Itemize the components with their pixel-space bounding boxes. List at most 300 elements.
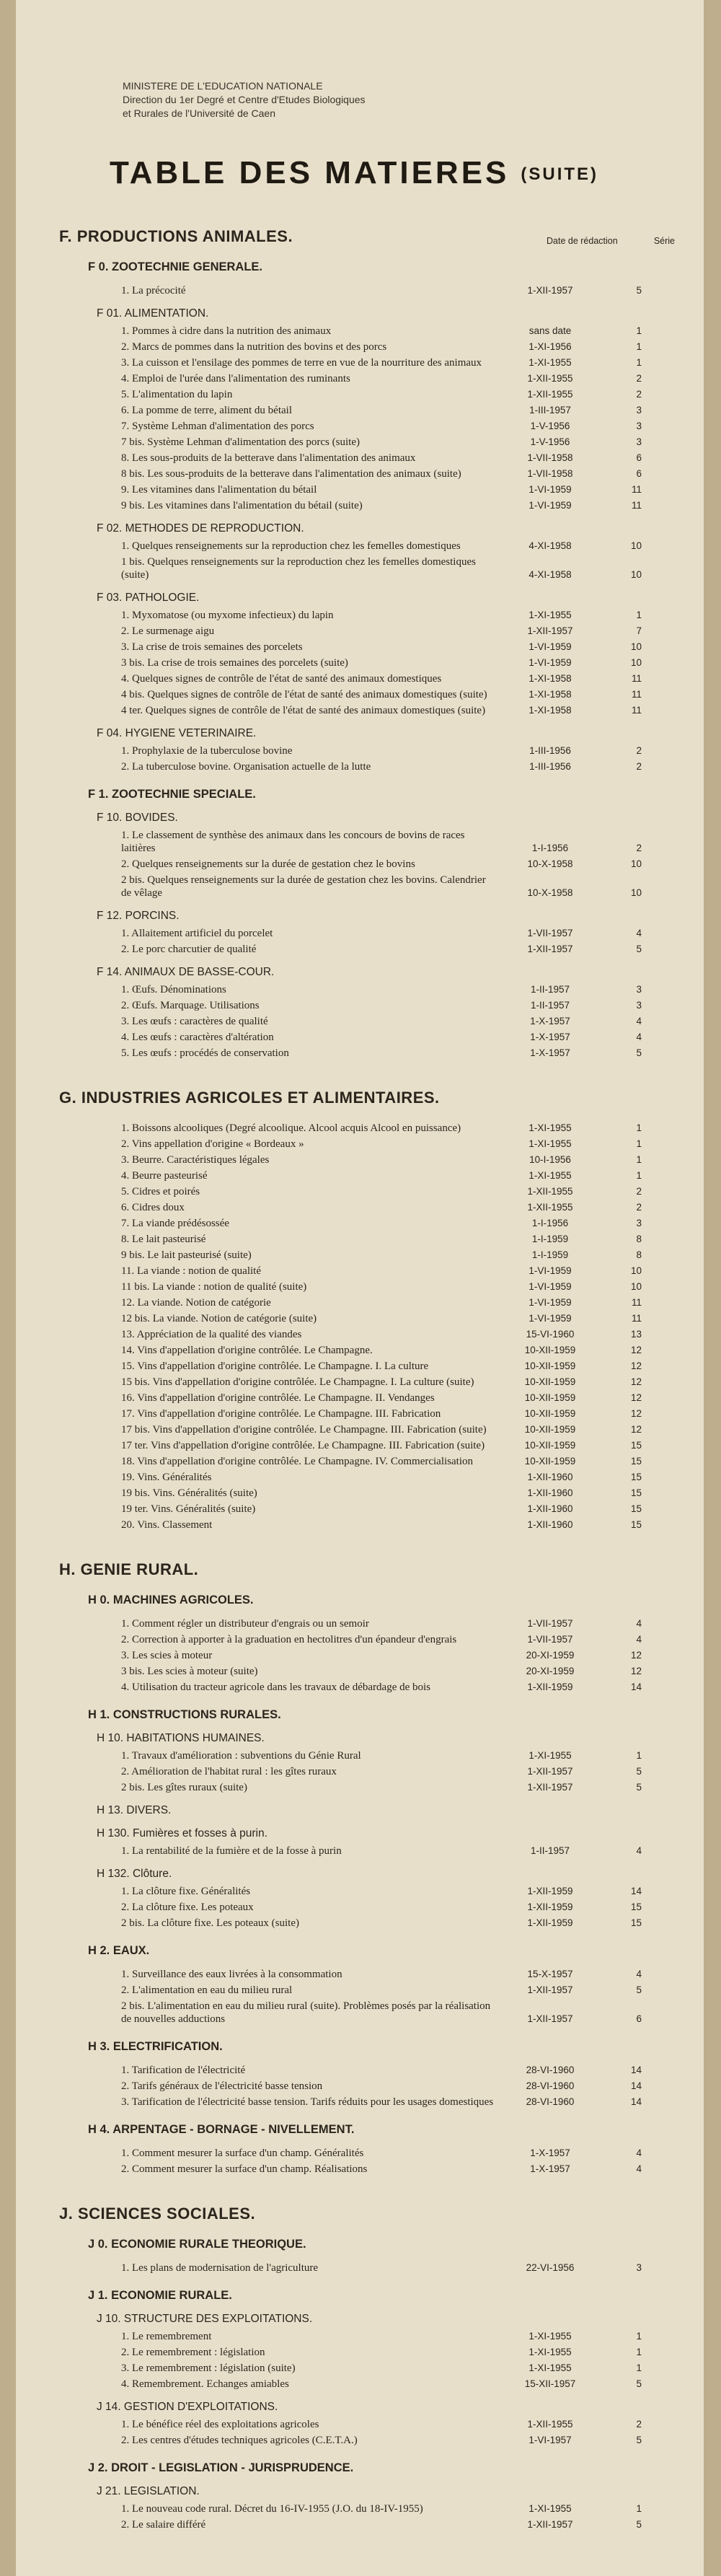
entry-date: 1-XII-1957 [527, 1782, 573, 1793]
entry-serie: 4 [636, 1634, 642, 1645]
toc-entry [59, 1617, 675, 1630]
entry-date: 1-VII-1957 [527, 1634, 573, 1645]
toc-entry [59, 1138, 675, 1151]
entry-serie: 4 [636, 2163, 642, 2174]
toc-entry [59, 1312, 675, 1325]
entry-title: 2. Les centres d'études techniques agricoles (C.E.T.A.) [121, 2435, 358, 2446]
toc-entry [59, 1344, 675, 1357]
subsection-title: J 2. DROIT - LEGISLATION - JURISPRUDENCE. [88, 2461, 354, 2474]
entry-title: 1. Les plans de modernisation de l'agriculture [121, 2262, 319, 2274]
entry-serie: 2 [636, 1202, 642, 1213]
entry-serie: 10 [630, 540, 642, 551]
entry-title: 13. Appréciation de la qualité des viandes [121, 1329, 302, 1340]
section-header-row [59, 2204, 675, 2223]
toc-entry [59, 356, 675, 369]
toc-entry [59, 2346, 675, 2359]
entry-serie: 15 [630, 1519, 642, 1530]
header-line-1: MINISTERE DE L'EDUCATION NATIONALE [123, 80, 323, 92]
entry-date: 1-III-1956 [529, 745, 571, 756]
toc-entry [59, 483, 675, 496]
entry-title: 2. Le salaire différé [121, 2519, 206, 2531]
entry-serie: 1 [636, 1170, 642, 1181]
entry-title: 2. Amélioration de l'habitat rural : les gîtes ruraux [121, 1766, 337, 1777]
toc-entry [59, 1265, 675, 1278]
entry-date: 4-XI-1958 [528, 569, 572, 580]
entry-date: 1-XI-1955 [528, 1122, 572, 1133]
entry-title: 2 bis. Quelques renseignements sur la durée de gestation chez les bovins. Calendrier de vêlage [121, 874, 486, 899]
entry-date: 15-VI-1960 [526, 1329, 575, 1340]
toc-subsection [59, 2461, 675, 2531]
entry-title: 4 ter. Quelques signes de contrôle de l'état de santé des animaux domestiques (suite) [121, 705, 486, 716]
entry-date: 1-XII-1960 [527, 1503, 573, 1514]
entry-serie: 12 [630, 1360, 642, 1371]
entry-title: 2. Correction à apporter à la graduation en hectolitres d'un épandeur d'engrais [121, 1634, 457, 1645]
entry-date: 1-XII-1959 [527, 1902, 573, 1912]
entry-serie: 5 [636, 1766, 642, 1777]
entry-title: 2 bis. La clôture fixe. Les poteaux (suite) [121, 1917, 300, 1929]
toc-entry [59, 2362, 675, 2375]
entry-title: 7 bis. Système Lehman d'alimentation des porcs (suite) [121, 436, 360, 448]
entry-serie: 2 [636, 389, 642, 400]
toc-entry [59, 1280, 675, 1293]
toc-entry [59, 625, 675, 638]
toc-entry [59, 1217, 675, 1230]
entry-date: 1-VII-1958 [527, 468, 573, 479]
entry-serie: 2 [636, 761, 642, 772]
entry-title: 1. Allaitement artificiel du porcelet [121, 928, 273, 939]
entry-serie: 5 [636, 944, 642, 954]
entry-date: 1-XII-1957 [527, 944, 573, 954]
entry-serie: 14 [630, 1886, 642, 1896]
entry-title: 15. Vins d'appellation d'origine contrôlée. Le Champagne. I. La culture [121, 1360, 429, 1372]
toc-group [59, 2485, 675, 2531]
entry-serie: 15 [630, 1440, 642, 1451]
toc-subsection [59, 260, 675, 773]
entry-date: 1-XII-1955 [527, 373, 573, 384]
entry-title: 4 bis. Quelques signes de contrôle de l'état de santé des animaux domestiques (suite) [121, 689, 487, 700]
subsection-title: J 1. ECONOMIE RURALE. [88, 2289, 232, 2302]
header-line-3: et Rurales de l'Université de Caen [123, 107, 276, 119]
toc-entry [59, 404, 675, 417]
entry-title: 17. Vins d'appellation d'origine contrôlée. Le Champagne. III. Fabrication [121, 1408, 441, 1420]
toc-entry [59, 1968, 675, 1981]
column-headers [547, 236, 675, 246]
toc-entry [59, 555, 675, 581]
toc-entry [59, 1455, 675, 1468]
entry-title: 14. Vins d'appellation d'origine contrôlée. Le Champagne. [121, 1345, 373, 1356]
entry-date: 1-VII-1957 [527, 928, 573, 938]
entry-serie: 1 [636, 341, 642, 352]
entry-date: 1-I-1959 [531, 1249, 569, 1260]
entry-serie: 12 [630, 1345, 642, 1355]
entry-title: 5. L'alimentation du lapin [121, 389, 233, 400]
toc-entry [59, 688, 675, 701]
entry-date: 10-XII-1959 [524, 1360, 576, 1371]
entry-date: 10-XII-1959 [524, 1376, 576, 1387]
entry-serie: 4 [636, 1845, 642, 1856]
entry-serie: 6 [636, 452, 642, 463]
toc-entry [59, 2330, 675, 2343]
entry-date: 10-XII-1959 [524, 1456, 576, 1467]
toc-group [59, 284, 675, 297]
entry-serie: 7 [636, 625, 642, 636]
entry-date: 1-XII-1960 [527, 1472, 573, 1482]
entry-title: 2. Le remembrement : législation [121, 2347, 265, 2358]
toc-entry [59, 1296, 675, 1309]
toc-entry [59, 704, 675, 717]
toc-group [59, 910, 675, 956]
toc-entry [59, 1185, 675, 1198]
toc-group [59, 2401, 675, 2447]
toc-group [59, 2261, 675, 2274]
entry-title: 1. Boissons alcooliques (Degré alcoolique. Alcool acquis Alcool en puissance) [121, 1122, 461, 1134]
entry-date: 1-XI-1958 [528, 705, 572, 716]
column-header-serie: Série [653, 236, 675, 246]
entry-serie: 2 [636, 843, 642, 853]
subsection-title: H 3. ELECTRIFICATION. [88, 2040, 223, 2053]
group-title: J 21. LEGISLATION. [97, 2485, 200, 2497]
toc-entry [59, 452, 675, 465]
entry-title: 1. Le remembrement [121, 2331, 212, 2342]
entry-title: 7. La viande prédésossée [121, 1218, 229, 1229]
entry-title: 5. Cidres et poirés [121, 1186, 200, 1197]
entry-date: 1-I-1956 [531, 1218, 569, 1228]
entry-title: 3 bis. Les scies à moteur (suite) [121, 1666, 258, 1677]
toc-entry [59, 1633, 675, 1646]
entry-date: 28-VI-1960 [526, 2065, 575, 2075]
entry-title: 8. Les sous-produits de la betterave dans l'alimentation des animaux [121, 452, 416, 464]
toc-subsection [59, 2123, 675, 2176]
toc-entry [59, 1681, 675, 1694]
title-main: TABLE DES MATIERES [110, 155, 510, 190]
entry-date: 1-XI-1955 [528, 1750, 572, 1761]
toc-entry [59, 2163, 675, 2176]
entry-title: 4. Remembrement. Echanges amiables [121, 2378, 289, 2390]
toc-entry [59, 2434, 675, 2447]
toc-entry [59, 1122, 675, 1135]
toc-entry [59, 1153, 675, 1166]
toc-entry [59, 436, 675, 449]
entry-date: 1-II-1957 [530, 1000, 570, 1011]
toc-group [59, 2064, 675, 2109]
toc-entry [59, 874, 675, 900]
entry-date: 1-XII-1957 [527, 2013, 573, 2024]
entry-serie: 14 [630, 2065, 642, 2075]
section-title: G. INDUSTRIES AGRICOLES ET ALIMENTAIRES. [59, 1089, 440, 1107]
entry-serie: 14 [630, 1682, 642, 1692]
entry-date: 1-XI-1955 [528, 2331, 572, 2342]
entry-title: 9 bis. Le lait pasteurisé (suite) [121, 1249, 252, 1261]
section-header-row [59, 1560, 675, 1579]
entry-date: 1-XI-1955 [528, 357, 572, 368]
toc-entry [59, 340, 675, 353]
toc-entry [59, 829, 675, 855]
entry-title: 1. Quelques renseignements sur la reproduction chez les femelles domestiques [121, 540, 461, 552]
entry-title: 1. Tarification de l'électricité [121, 2065, 246, 2076]
section-title: J. SCIENCES SOCIALES. [59, 2204, 256, 2223]
entry-serie: 5 [636, 285, 642, 296]
toc-entry [59, 1328, 675, 1341]
toc-subsection [59, 788, 675, 1060]
entry-serie: 8 [636, 1249, 642, 1260]
entry-date: 15-XII-1957 [524, 2378, 576, 2389]
toc-entry [59, 609, 675, 622]
toc-group [59, 522, 675, 581]
entry-title: 8 bis. Les sous-produits de la betterave dans l'alimentation des animaux (suite) [121, 468, 461, 480]
entry-title: 19 ter. Vins. Généralités (suite) [121, 1503, 256, 1515]
entry-serie: 15 [630, 1503, 642, 1514]
toc-entry [59, 1749, 675, 1762]
entry-serie: 5 [636, 1782, 642, 1793]
entry-date: 20-XI-1959 [526, 1650, 575, 1661]
toc-entry [59, 1392, 675, 1405]
entry-serie: 1 [636, 1750, 642, 1761]
entry-serie: 6 [636, 2013, 642, 2024]
entry-serie: 10 [630, 641, 642, 652]
entry-serie: 3 [636, 1218, 642, 1228]
entry-date: 1-XII-1959 [527, 1917, 573, 1928]
entry-title: 3. La cuisson et l'ensilage des pommes de terre en vue de la nourriture des animaux [121, 357, 482, 369]
toc-group [59, 812, 675, 900]
entry-date: 10-XII-1959 [524, 1392, 576, 1403]
entry-serie: 15 [630, 1456, 642, 1467]
entry-title: 1 bis. Quelques renseignements sur la reproduction chez les femelles domestiques (suite) [121, 556, 476, 581]
toc-entry [59, 2518, 675, 2531]
entry-title: 1. Le nouveau code rural. Décret du 16-IV-1955 (J.O. du 18-IV-1955) [121, 2503, 423, 2515]
section-title: F. PRODUCTIONS ANIMALES. [59, 227, 293, 245]
entry-serie: 3 [636, 984, 642, 995]
entry-title: 2. La clôture fixe. Les poteaux [121, 1902, 254, 1913]
entry-title: 9 bis. Les vitamines dans l'alimentation du bétail (suite) [121, 500, 363, 511]
entry-title: 4. Utilisation du tracteur agricole dans les travaux de débardage de bois [121, 1682, 431, 1693]
entry-date: 1-XII-1960 [527, 1519, 573, 1530]
entry-title: 3. Le remembrement : législation (suite) [121, 2362, 296, 2374]
entry-serie: 2 [636, 373, 642, 384]
toc-entry [59, 927, 675, 940]
toc-entry [59, 2096, 675, 2109]
entry-serie: 10 [630, 1281, 642, 1292]
entry-serie: 11 [631, 689, 642, 700]
entry-title: 4. Les œufs : caractères d'altération [121, 1032, 274, 1043]
toc-entry [59, 2080, 675, 2093]
entry-title: 2. Tarifs généraux de l'électricité basse tension [121, 2080, 323, 2092]
entry-serie: 15 [630, 1917, 642, 1928]
subsection-title: F 0. ZOOTECHNIE GENERALE. [88, 260, 263, 273]
toc-subsection [59, 1708, 675, 1930]
entry-date: 4-XI-1958 [528, 540, 572, 551]
entry-title: 2. La tuberculose bovine. Organisation actuelle de la lutte [121, 761, 371, 773]
toc-section [59, 1560, 675, 2176]
entry-date: 1-XII-1959 [527, 1682, 573, 1692]
entry-serie: 1 [636, 1122, 642, 1133]
entry-title: 1. Œufs. Dénominations [121, 984, 226, 995]
entry-serie: 11 [631, 705, 642, 716]
entry-serie: 1 [636, 610, 642, 620]
entry-date: 1-XII-1955 [527, 389, 573, 400]
toc-group [59, 1732, 675, 1794]
subsection-title: H 0. MACHINES AGRICOLES. [88, 1593, 254, 1606]
toc-entry [59, 2064, 675, 2077]
entry-date: 28-VI-1960 [526, 2096, 575, 2107]
entry-date: 1-X-1957 [530, 1047, 570, 1058]
entry-serie: 3 [636, 436, 642, 447]
entry-date: 1-X-1957 [530, 2163, 570, 2174]
subsection-title: F 1. ZOOTECHNIE SPECIALE. [88, 788, 256, 801]
group-title: J 10. STRUCTURE DES EXPLOITATIONS. [97, 2313, 313, 2325]
entry-serie: 4 [636, 2148, 642, 2158]
entry-title: 19. Vins. Généralités [121, 1472, 212, 1483]
entry-serie: 10 [630, 887, 642, 898]
entry-serie: 10 [630, 1265, 642, 1276]
toc-entry [59, 656, 675, 669]
entry-serie: 15 [630, 1472, 642, 1482]
group-title: H 13. DIVERS. [97, 1804, 172, 1816]
toc-group [59, 592, 675, 717]
toc-entry [59, 1439, 675, 1452]
toc-entry [59, 1169, 675, 1182]
entry-title: 1. Comment mesurer la surface d'un champ. Généralités [121, 2148, 364, 2159]
toc-entry [59, 420, 675, 433]
toc-entry [59, 858, 675, 871]
entry-title: 9. Les vitamines dans l'alimentation du bétail [121, 484, 317, 496]
document-page [16, 0, 704, 2576]
toc-group [59, 307, 675, 512]
entry-date: 1-VI-1959 [528, 1281, 572, 1292]
entry-title: 12. La viande. Notion de catégorie [121, 1297, 271, 1309]
entry-date: 1-XI-1955 [528, 2503, 572, 2514]
group-title: F 12. PORCINS. [97, 910, 180, 922]
section-title: H. GENIE RURAL. [59, 1560, 199, 1578]
toc-entry [59, 499, 675, 512]
toc-entry [59, 1649, 675, 1662]
entry-title: 17 ter. Vins d'appellation d'origine contrôlée. Le Champagne. III. Fabrication (suite) [121, 1440, 485, 1451]
title-suite: (SUITE) [521, 164, 599, 185]
entry-date: 28-VI-1960 [526, 2080, 575, 2091]
entry-date: 1-XII-1957 [527, 1984, 573, 1995]
toc-entry [59, 2378, 675, 2391]
entry-title: 6. La pomme de terre, aliment du bétail [121, 405, 292, 416]
section-header-row [59, 227, 675, 246]
entry-serie: 15 [630, 1487, 642, 1498]
entry-date: 1-XI-1955 [528, 1138, 572, 1149]
toc-subsection [59, 2289, 675, 2447]
toc-entry [59, 325, 675, 338]
toc-section [59, 2204, 675, 2531]
entry-title: 3. La crise de trois semaines des porcelets [121, 641, 303, 653]
toc-group [59, 1868, 675, 1930]
table-of-contents [59, 227, 675, 2531]
toc-subsection [59, 1122, 675, 1531]
entry-date: 1-VI-1959 [528, 484, 572, 495]
entry-serie: 6 [636, 468, 642, 479]
entry-serie: 12 [630, 1666, 642, 1676]
entry-title: 20. Vins. Classement [121, 1519, 213, 1531]
entry-title: 17 bis. Vins d'appellation d'origine contrôlée. Le Champagne. III. Fabrication (suite) [121, 1424, 487, 1436]
toc-entry [59, 284, 675, 297]
entry-serie: 13 [630, 1329, 642, 1340]
entry-serie: 14 [630, 2096, 642, 2107]
entry-serie: 5 [636, 2519, 642, 2530]
entry-title: 2. Comment mesurer la surface d'un champ. Réalisations [121, 2163, 368, 2175]
entry-date: 10-X-1958 [527, 887, 573, 898]
entry-date: 1-III-1957 [529, 405, 571, 416]
entry-title: 4. Quelques signes de contrôle de l'état de santé des animaux domestiques [121, 673, 442, 685]
entry-serie: 3 [636, 405, 642, 416]
entry-title: 3. Tarification de l'électricité basse tension. Tarifs réduits pour les usages domestiques [121, 2096, 494, 2108]
entry-date: 1-VII-1958 [527, 452, 573, 463]
toc-group [59, 2313, 675, 2391]
entry-date: 1-XI-1958 [528, 689, 572, 700]
group-title: H 10. HABITATIONS HUMAINES. [97, 1732, 265, 1744]
entry-title: 1. Prophylaxie de la tuberculose bovine [121, 745, 293, 757]
entry-serie: 1 [636, 2331, 642, 2342]
toc-group [59, 727, 675, 773]
toc-entry [59, 1407, 675, 1420]
entry-serie: 1 [636, 325, 642, 336]
toc-group [59, 966, 675, 1060]
entry-date: 1-II-1957 [530, 1845, 570, 1856]
entry-date: sans date [528, 325, 572, 336]
entry-title: 2. Marcs de pommes dans la nutrition des bovins et des porcs [121, 341, 387, 353]
entry-title: 2. Quelques renseignements sur la durée de gestation chez le bovins [121, 858, 415, 870]
toc-entry [59, 1233, 675, 1246]
entry-date: 1-VI-1959 [528, 1313, 572, 1324]
toc-entry [59, 1487, 675, 1500]
entry-serie: 2 [636, 1186, 642, 1197]
entry-title: 5. Les œufs : procédés de conservation [121, 1047, 289, 1059]
entry-title: 1. Pommes à cidre dans la nutrition des animaux [121, 325, 332, 337]
entry-title: 1. La clôture fixe. Généralités [121, 1886, 251, 1897]
entry-title: 2. L'alimentation en eau du milieu rural [121, 1984, 293, 1996]
toc-entry [59, 1765, 675, 1778]
entry-date: 10-I-1956 [529, 1154, 571, 1165]
toc-entry [59, 1665, 675, 1678]
group-title: F 01. ALIMENTATION. [97, 307, 209, 320]
entry-date: 1-XI-1955 [528, 2362, 572, 2373]
entry-serie: 10 [630, 657, 642, 668]
subsection-title: H 4. ARPENTAGE - BORNAGE - NIVELLEMENT. [88, 2123, 355, 2136]
document-title [110, 155, 675, 191]
entry-serie: 1 [636, 2503, 642, 2514]
entry-date: 1-VI-1957 [528, 2435, 572, 2445]
entry-title: 1. La rentabilité de la fumière et de la fosse à purin [121, 1845, 342, 1857]
header-line-2: Direction du 1er Degré et Centre d'Etudes Biologiques [123, 94, 366, 105]
entry-title: 15 bis. Vins d'appellation d'origine contrôlée. Le Champagne. I. La culture (suite) [121, 1376, 474, 1388]
entry-title: 18. Vins d'appellation d'origine contrôlée. Le Champagne. IV. Commercialisation [121, 1456, 474, 1467]
entry-serie: 3 [636, 2262, 642, 2273]
toc-entry [59, 1845, 675, 1858]
entry-serie: 11 [631, 1297, 642, 1308]
toc-group [59, 1968, 675, 2026]
entry-date: 22-VI-1956 [526, 2262, 575, 2273]
entry-serie: 12 [630, 1408, 642, 1419]
entry-date: 1-XII-1955 [527, 1202, 573, 1213]
toc-entry [59, 999, 675, 1012]
entry-date: 15-X-1957 [527, 1969, 573, 1979]
toc-entry [59, 372, 675, 385]
entry-serie: 11 [631, 1313, 642, 1324]
toc-section [59, 227, 675, 1060]
entry-date: 1-XI-1958 [528, 673, 572, 684]
entry-title: 3 bis. La crise de trois semaines des porcelets (suite) [121, 657, 348, 669]
entry-serie: 1 [636, 2362, 642, 2373]
entry-date: 1-VII-1957 [527, 1618, 573, 1629]
toc-entry [59, 2000, 675, 2026]
entry-serie: 12 [630, 1424, 642, 1435]
toc-entry [59, 1885, 675, 1898]
toc-entry [59, 1249, 675, 1262]
toc-subsection [59, 1593, 675, 1694]
